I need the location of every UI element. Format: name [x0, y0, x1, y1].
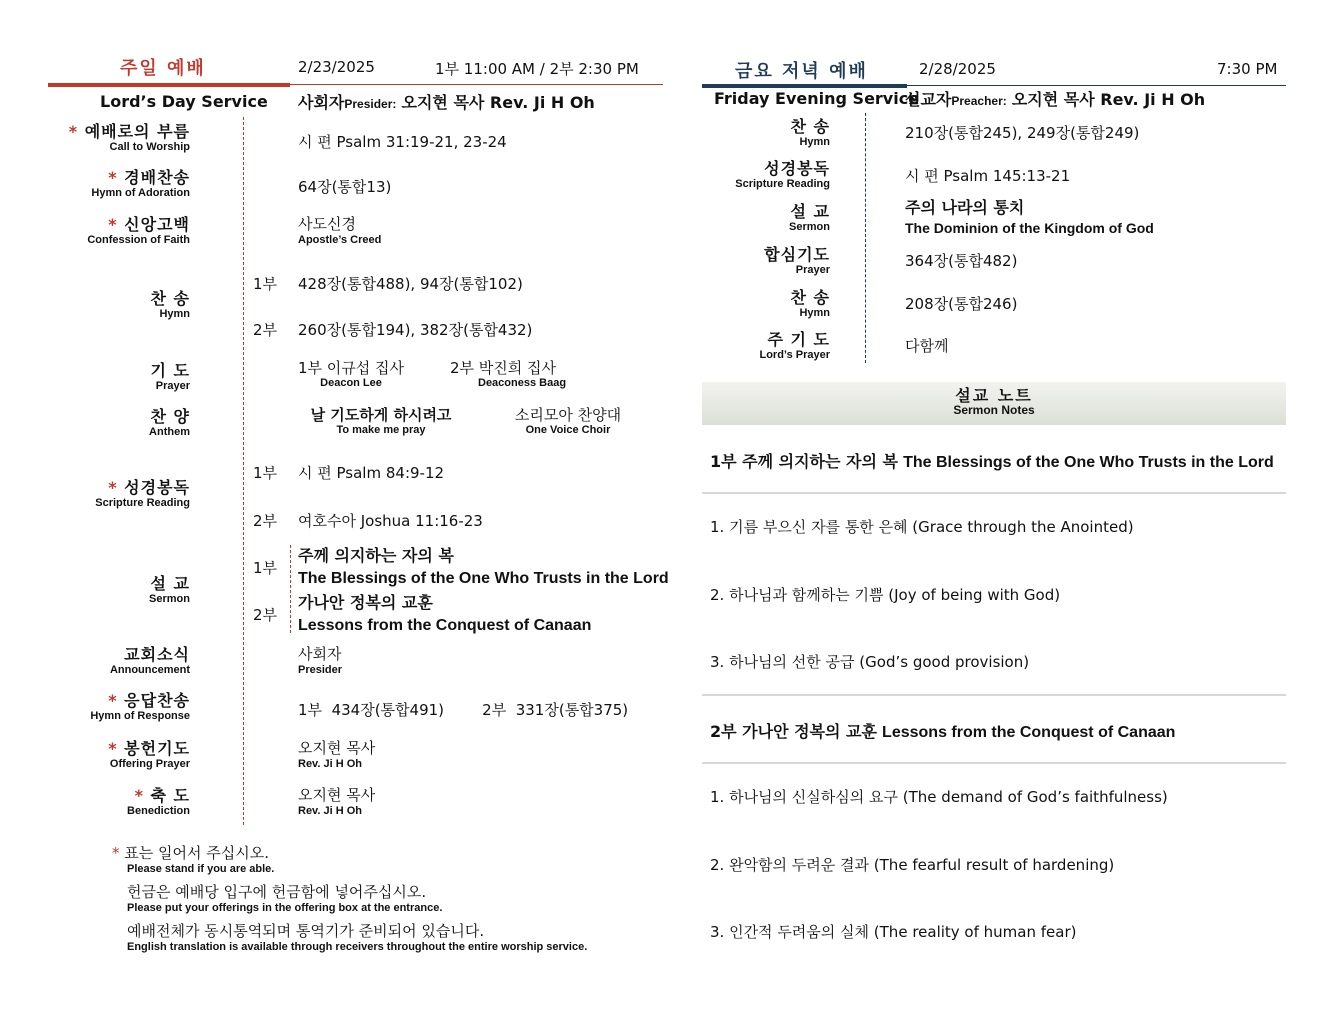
order-prayer: 기 도 Prayer	[150, 361, 190, 392]
friday-divider	[865, 113, 866, 363]
footnote-offering: 헌금은 예배당 입구에 헌금함에 넣어주십시오. Please put your offerings in the offering box at the entrance.	[127, 883, 443, 914]
friday-prayer-value: 364장(통합482)	[905, 252, 1018, 270]
friday-order-hymn-2: 찬 송 Hymn	[790, 288, 830, 319]
sermon-service1-title: 주께 의지하는 자의 복 The Blessings of the One Who Trusts in the Lord	[298, 546, 669, 587]
friday-date: 2/28/2025	[919, 60, 996, 78]
friday-lords-prayer-value: 다함께	[905, 337, 949, 355]
prayer-leader-1: 1부 이규섭 집사 Deacon Lee	[298, 359, 405, 389]
hymn-service1-label: 1부	[253, 275, 278, 293]
sermon-service1-label: 1부	[253, 559, 278, 577]
benediction-value: 오지현 목사 Rev. Ji H Oh	[298, 786, 376, 817]
sermon-notes-section2-title: 2부 가나안 정복의 교훈 Lessons from the Conquest of Canaan	[710, 722, 1176, 741]
hymn-of-adoration-value: 64장(통합13)	[298, 178, 392, 196]
notes-divider	[702, 694, 1286, 696]
order-confession-of-faith: * 신앙고백 Confession of Faith	[87, 215, 190, 246]
sermon-notes-point: 2. 완악함의 두려운 결과 (The fearful result of hardening)	[710, 856, 1115, 874]
sermon-notes-section1-title: 1부 주께 의지하는 자의 복 The Blessings of the One Who Trusts in the Lord	[710, 452, 1274, 471]
announcement-value: 사회자 Presider	[298, 645, 343, 676]
sunday-date: 2/23/2025	[298, 58, 375, 76]
sunday-times: 1부 11:00 AM / 2부 2:30 PM	[435, 60, 639, 78]
sermon-notes-point: 1. 기름 부으신 자를 통한 은혜 (Grace through the Anointed)	[710, 518, 1134, 536]
notes-divider	[702, 492, 1286, 494]
notes-divider	[702, 762, 1286, 764]
sermon-service2-label: 2부	[253, 606, 278, 624]
hymn-service2-value: 260장(통합194), 382장(통합432)	[298, 321, 533, 339]
anthem-choir: 소리모아 찬양대 One Voice Choir	[514, 406, 622, 436]
friday-time: 7:30 PM	[1217, 60, 1278, 78]
prayer-leader-2: 2부 박진희 집사 Deaconess Baag	[450, 359, 567, 389]
friday-header-line	[907, 85, 1286, 86]
confession-value: 사도신경 Apostle’s Creed	[298, 215, 382, 246]
friday-preacher: 설교자Preacher: 오지현 목사 Rev. Ji H Oh	[905, 90, 1206, 109]
sermon-red-bar	[290, 545, 291, 633]
scripture-service1-label: 1부	[253, 464, 278, 482]
sunday-subtitle: Lord’s Day Service	[100, 92, 268, 111]
sunday-presider: 사회자Presider: 오지현 목사 Rev. Ji H Oh	[298, 93, 595, 112]
anthem-title: 날 기도하게 하시려고 To make me pray	[310, 406, 452, 436]
sermon-notes-point: 1. 하나님의 신실하심의 요구 (The demand of God’s faithfulness)	[710, 788, 1168, 806]
sermon-service2-title: 가나안 정복의 교훈 Lessons from the Conquest of Canaan	[298, 593, 592, 634]
sunday-title: 주일 예배	[120, 58, 206, 79]
sunday-divider	[243, 117, 244, 825]
sermon-notes-point: 3. 하나님의 선한 공급 (God’s good provision)	[710, 653, 1030, 671]
order-anthem: 찬 양 Anthem	[149, 407, 190, 438]
friday-hymn2-value: 208장(통합246)	[905, 295, 1018, 313]
friday-order-scripture: 성경봉독 Scripture Reading	[735, 159, 830, 190]
scripture-service2-label: 2부	[253, 512, 278, 530]
order-scripture-reading: * 성경봉독 Scripture Reading	[95, 478, 190, 509]
order-hymn-of-adoration: * 경배찬송 Hymn of Adoration	[91, 168, 190, 199]
hymn-service1-value: 428장(통합488), 94장(통합102)	[298, 275, 523, 293]
friday-order-sermon: 설 교 Sermon	[789, 202, 830, 233]
sermon-notes-point: 2. 하나님과 함께하는 기쁨 (Joy of being with God)	[710, 586, 1061, 604]
scripture-service2-value: 여호수아 Joshua 11:16-23	[298, 512, 483, 530]
order-benediction: * 축 도 Benediction	[127, 786, 190, 817]
sermon-notes-header: 설교 노트 Sermon Notes	[702, 382, 1286, 425]
friday-scripture-value: 시 편 Psalm 145:13-21	[905, 167, 1071, 185]
friday-title: 금요 저녁 예배	[735, 61, 868, 82]
sunday-accent-bar	[48, 83, 290, 87]
friday-order-lords-prayer: 주 기 도 Lord’s Prayer	[759, 330, 830, 361]
hymn-service2-label: 2부	[253, 321, 278, 339]
friday-hymn-value: 210장(통합245), 249장(통합249)	[905, 124, 1140, 142]
order-hymn: 찬 송 Hymn	[150, 289, 190, 320]
order-offering-prayer: * 봉헌기도 Offering Prayer	[108, 739, 190, 770]
friday-subtitle: Friday Evening Service	[714, 89, 920, 108]
offering-prayer-value: 오지현 목사 Rev. Ji H Oh	[298, 739, 376, 770]
friday-accent-bar	[702, 84, 907, 88]
friday-order-hymn: 찬 송 Hymn	[790, 117, 830, 148]
order-announcement: 교회소식 Announcement	[109, 645, 190, 676]
call-to-worship-value: 시 편 Psalm 31:19-21, 23-24	[298, 133, 507, 151]
order-sermon: 설 교 Sermon	[149, 574, 190, 605]
scripture-service1-value: 시 편 Psalm 84:9-12	[298, 464, 445, 482]
friday-sermon-value: 주의 나라의 통치 The Dominion of the Kingdom of God	[905, 198, 1154, 236]
footnote-translation: 예배전체가 동시통역되며 통역기가 준비되어 있습니다. English translation is available through receivers throughout the entire worship service.	[127, 922, 588, 953]
order-call-to-worship: * 예배로의 부름 Call to Worship	[68, 122, 190, 153]
sermon-notes-point: 3. 인간적 두려움의 실체 (The reality of human fear)	[710, 923, 1077, 941]
sunday-header-line	[290, 84, 663, 85]
friday-order-prayer: 합심기도 Prayer	[764, 245, 830, 276]
footnote-stand: * 표는 일어서 주십시오. Please stand if you are able.	[112, 844, 275, 875]
hymn-of-response-value: 1부 434장(통합491) 2부 331장(통합375)	[298, 701, 629, 719]
order-hymn-of-response: * 응답찬송 Hymn of Response	[90, 691, 190, 722]
